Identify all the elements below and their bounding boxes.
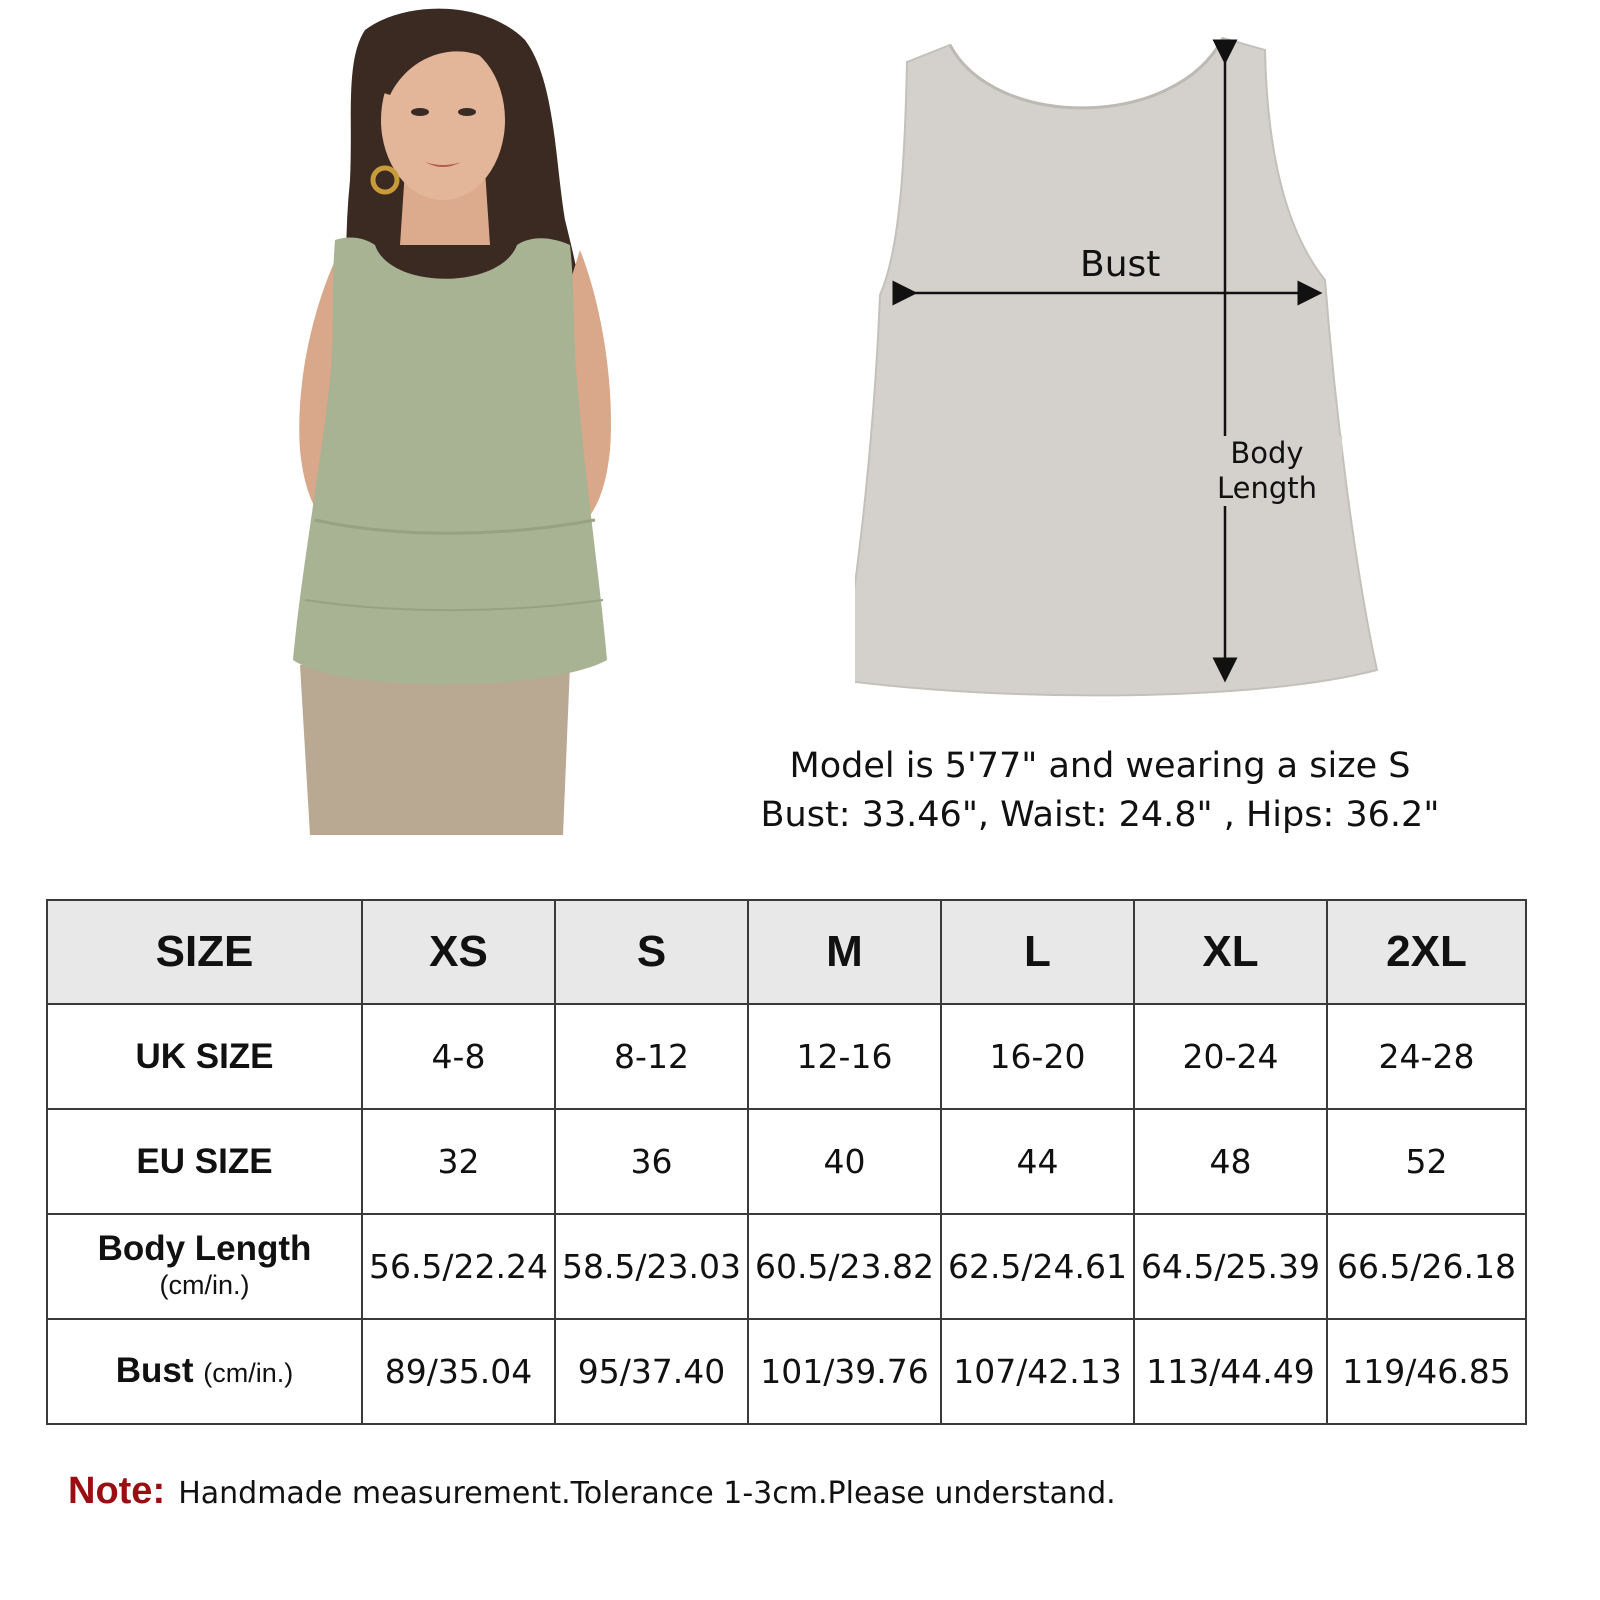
table-row-eu-size: [47, 1109, 1526, 1214]
header-cell-m: M: [748, 900, 941, 1004]
row-label-body-length-unit: (cm/in.): [159, 1269, 250, 1300]
header-cell-l: L: [941, 900, 1134, 1004]
bust-measure-label: Bust: [1080, 244, 1161, 285]
model-info: [740, 742, 1460, 840]
row-label-body-length-main: Body Length: [97, 1228, 312, 1268]
table-row-bust: [47, 1319, 1526, 1424]
table-cell: 56.5/22.24: [362, 1214, 555, 1319]
table-cell: 62.5/24.61: [941, 1214, 1134, 1319]
model-photo: [255, 0, 625, 835]
note: [68, 1470, 1116, 1513]
garment-diagram: [855, 30, 1420, 730]
model-info-line2: Bust: 33.46", Waist: 24.8" , Hips: 36.2": [760, 795, 1440, 835]
row-label-bust-main: Bust: [115, 1350, 194, 1390]
row-label-uk-size: UK SIZE: [47, 1004, 362, 1109]
table-cell: 44: [941, 1109, 1134, 1214]
table-row-uk-size: [47, 1004, 1526, 1109]
table-cell: 32: [362, 1109, 555, 1214]
table-cell: 20-24: [1134, 1004, 1327, 1109]
row-label-body-length: [47, 1214, 362, 1319]
size-table: [46, 899, 1527, 1425]
note-text: Handmade measurement.Tolerance 1-3cm.Please understand.: [178, 1476, 1116, 1511]
table-cell: 66.5/26.18: [1327, 1214, 1526, 1319]
table-cell: 16-20: [941, 1004, 1134, 1109]
row-label-eu-size: EU SIZE: [47, 1109, 362, 1214]
table-cell: 107/42.13: [941, 1319, 1134, 1424]
table-cell: 101/39.76: [748, 1319, 941, 1424]
flat-top-shape: [855, 38, 1377, 695]
body-length-label-line1: Body: [1230, 436, 1304, 470]
note-label: Note:: [68, 1470, 166, 1512]
header-cell-size: SIZE: [47, 900, 362, 1004]
table-cell: 40: [748, 1109, 941, 1214]
body-length-measure-label: [1192, 436, 1342, 506]
model-info-line1: Model is 5'77" and wearing a size S: [789, 746, 1411, 786]
header-cell-s: S: [555, 900, 748, 1004]
table-cell: 24-28: [1327, 1004, 1526, 1109]
table-cell: 52: [1327, 1109, 1526, 1214]
table-cell: 95/37.40: [555, 1319, 748, 1424]
table-cell: 8-12: [555, 1004, 748, 1109]
table-cell: 12-16: [748, 1004, 941, 1109]
table-cell: 64.5/25.39: [1134, 1214, 1327, 1319]
table-row-body-length: [47, 1214, 1526, 1319]
table-cell: 36: [555, 1109, 748, 1214]
header-cell-xs: XS: [362, 900, 555, 1004]
table-cell: 58.5/23.03: [555, 1214, 748, 1319]
table-cell: 119/46.85: [1327, 1319, 1526, 1424]
header-cell-2xl: 2XL: [1327, 900, 1526, 1004]
table-cell: 113/44.49: [1134, 1319, 1327, 1424]
size-table-header-row: [47, 900, 1526, 1004]
body-length-label-line2: Length: [1216, 471, 1318, 505]
header-cell-xl: XL: [1134, 900, 1327, 1004]
row-label-bust-unit: (cm/in.): [203, 1357, 294, 1388]
row-label-bust: [47, 1319, 362, 1424]
table-cell: 89/35.04: [362, 1319, 555, 1424]
table-cell: 48: [1134, 1109, 1327, 1214]
table-cell: 4-8: [362, 1004, 555, 1109]
table-cell: 60.5/23.82: [748, 1214, 941, 1319]
